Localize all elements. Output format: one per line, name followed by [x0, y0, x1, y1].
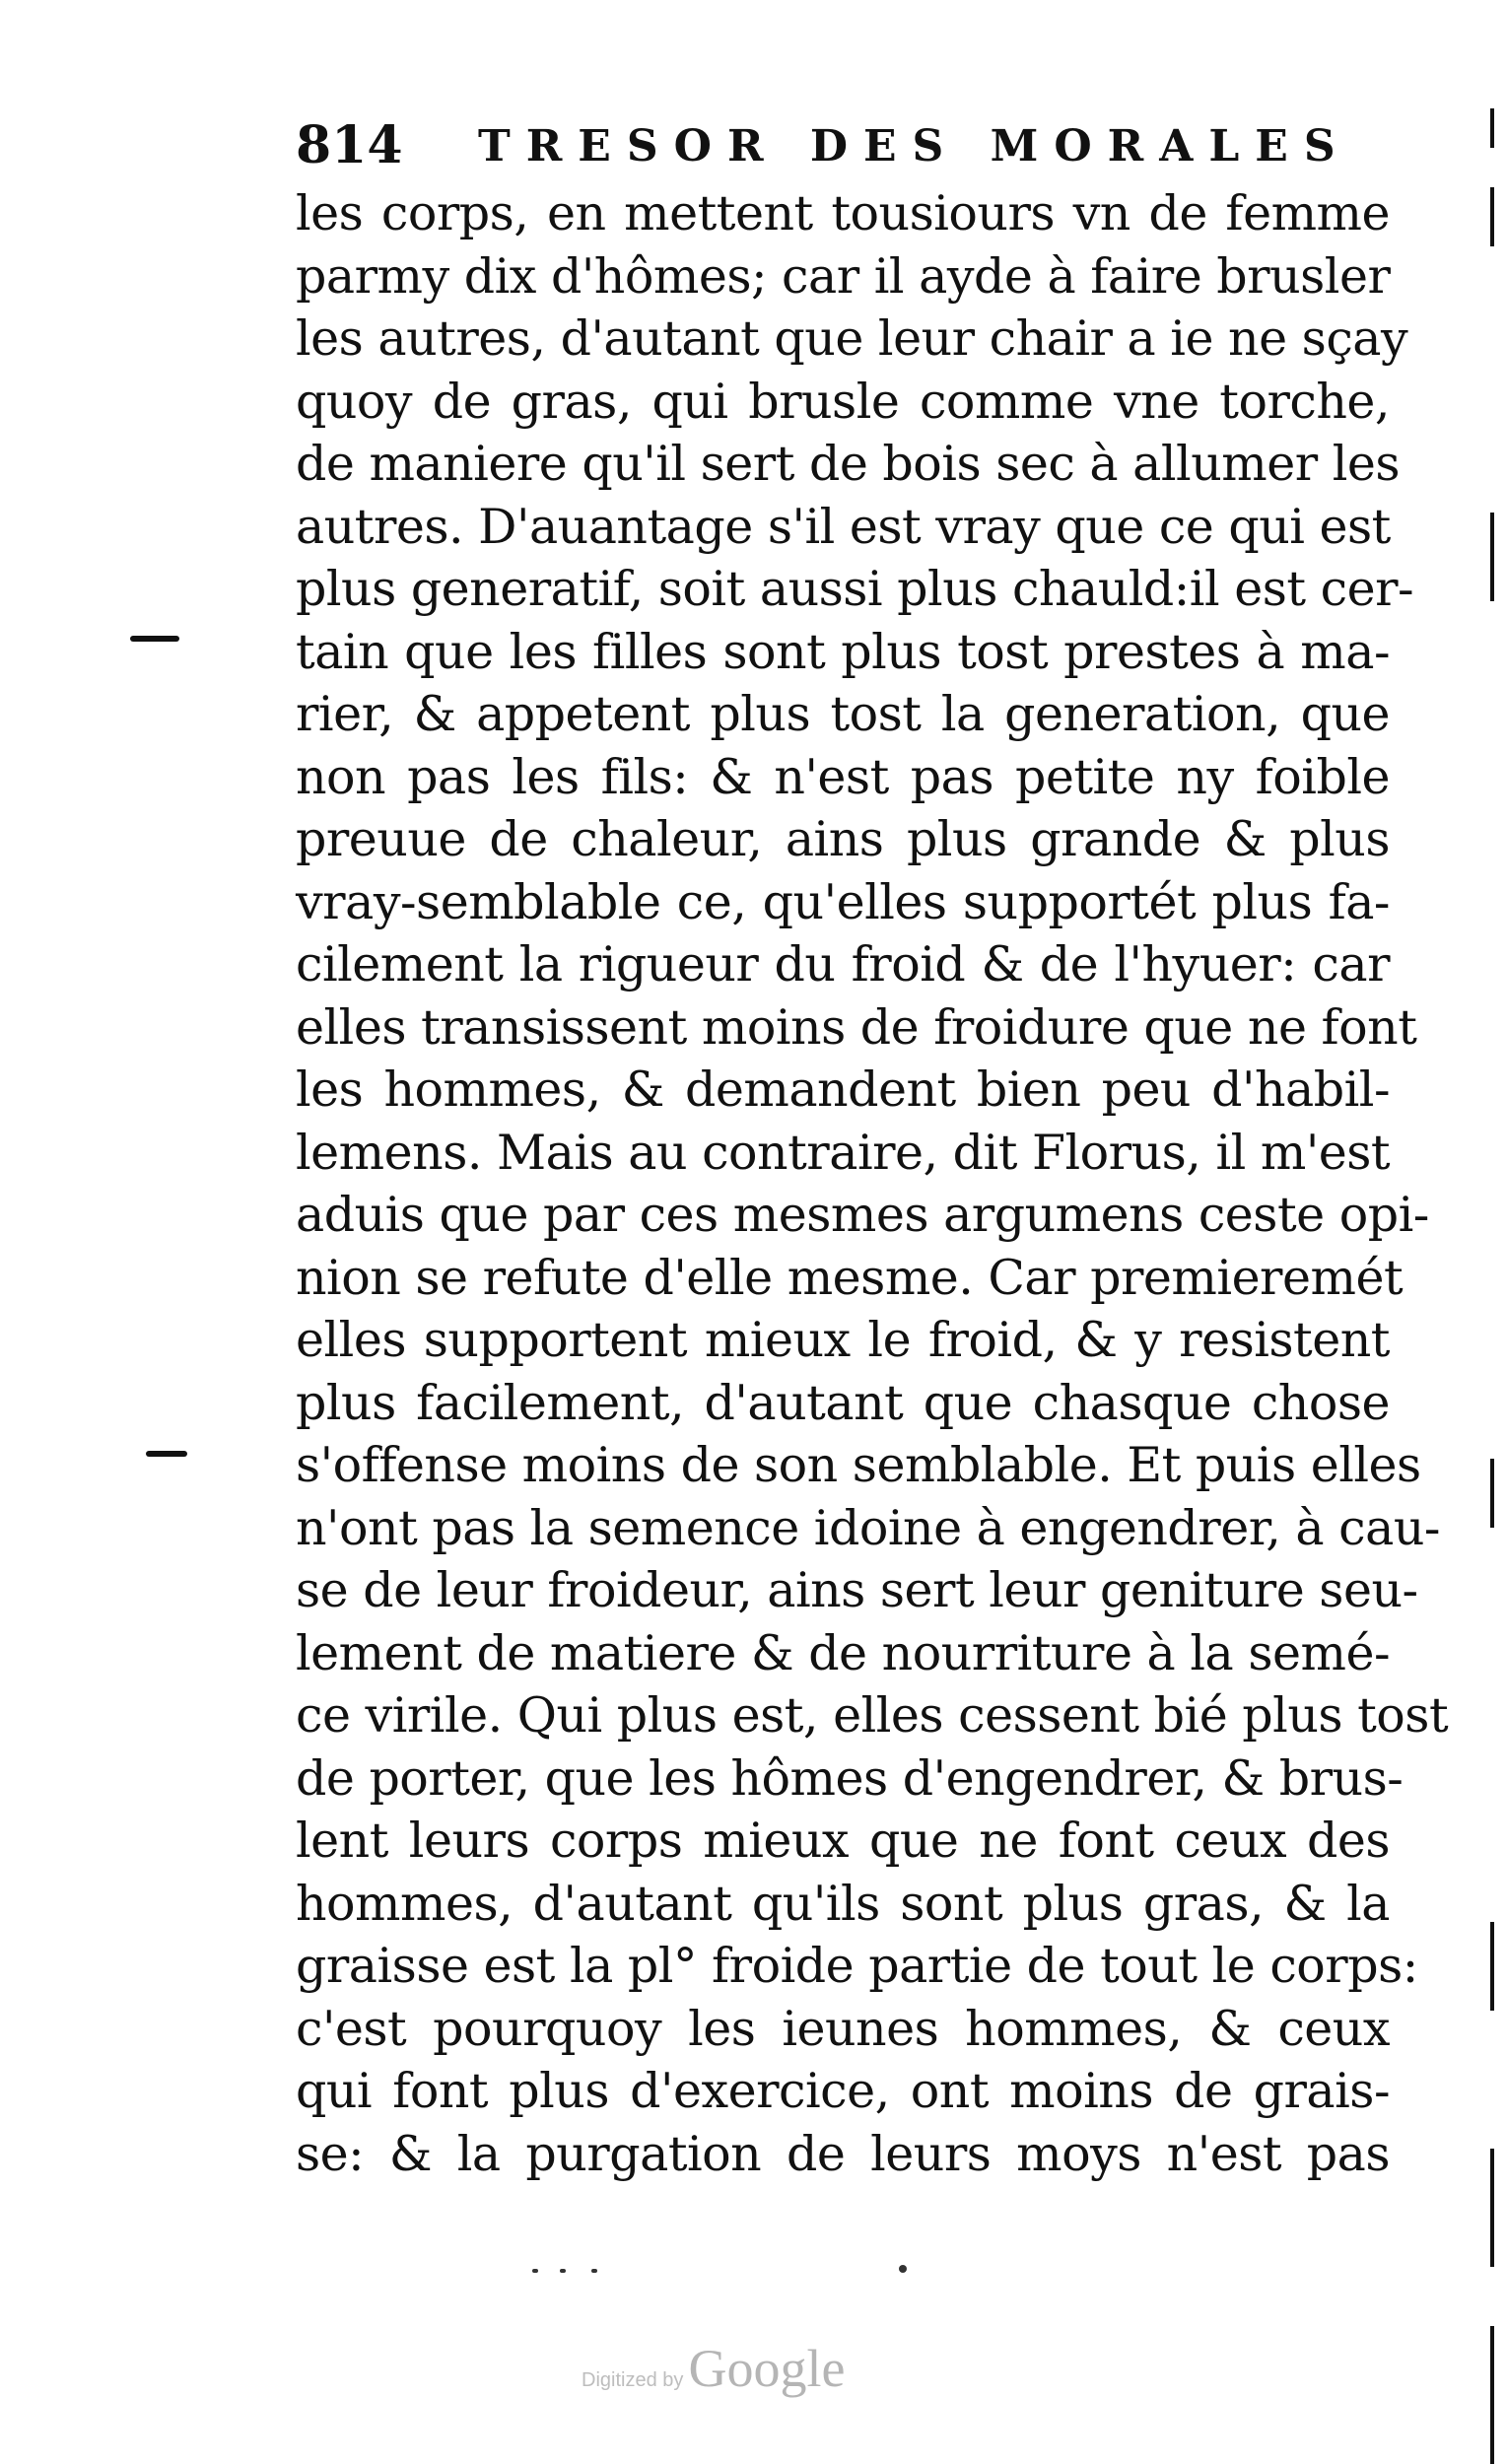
text-line: se: & la purgation de leurs moys n'est pas [296, 2125, 1390, 2182]
page-edge-mark [1490, 1459, 1494, 1528]
text-line: c'est pourquoy les ieunes hommes, & ceux [296, 2000, 1390, 2057]
text-line: cilement la rigueur du froid & de l'hyuer: car [296, 936, 1390, 992]
margin-mark [130, 636, 179, 642]
text-line: lement de matiere & de nourriture à la semé- [296, 1624, 1390, 1681]
text-line: ce virile. Qui plus est, elles cessent bié plus tost [296, 1687, 1449, 1744]
text-line: rier, & appetent plus tost la generation, que [296, 686, 1390, 742]
text-line: de maniere qu'il sert de bois sec à allumer les [296, 436, 1401, 492]
text-line: se de leur froideur, ains sert leur geniture seu- [296, 1562, 1418, 1618]
google-logo: Google [688, 2339, 846, 2398]
text-line: parmy dix d'hômes; car il ayde à faire brusler [296, 247, 1391, 305]
text-line: les hommes, & demandent bien peu d'habil- [296, 1061, 1390, 1118]
text-line: les autres, d'autant que leur chair a ie ne sçay [296, 310, 1408, 367]
text-line: tain que les filles sont plus tost prestes à ma- [296, 623, 1390, 680]
page-edge-mark [1490, 1922, 1494, 2011]
text-line: plus generatif, soit aussi plus chauld:il est cer- [296, 561, 1414, 617]
ink-speck [560, 2269, 566, 2273]
text-line: autres. D'auantage s'il est vray que ce qui est [296, 498, 1391, 555]
text-line: les corps, en mettent tousiours vn de femme [296, 185, 1390, 241]
text-line: vray-semblable ce, qu'elles supportét plus fa- [296, 873, 1390, 930]
text-line: graisse est la pl° froide partie de tout le corps: [296, 1938, 1418, 1994]
digitized-watermark [582, 2338, 845, 2397]
page-edge-mark [1490, 2149, 1494, 2267]
text-line: elles supportent mieux le froid, & y resistent [296, 1312, 1390, 1368]
text-line: qui font plus d'exercice, ont moins de grais- [296, 2063, 1390, 2119]
text-line: aduis que par ces mesmes argumens ceste opi- [296, 1187, 1429, 1243]
text-line: quoy de gras, qui brusle comme vne torche, [296, 373, 1390, 430]
text-line: hommes, d'autant qu'ils sont plus gras, & la [296, 1875, 1390, 1932]
running-head: TRESOR DES MORALES [478, 121, 1351, 171]
ink-specks [532, 2265, 926, 2281]
ink-speck [899, 2265, 907, 2273]
text-line: nion se refute d'elle mesme. Car premieremét [296, 1249, 1404, 1306]
ink-speck [532, 2269, 538, 2273]
text-line: s'offense moins de son semblable. Et puis elles [296, 1437, 1421, 1493]
text-line: lent leurs corps mieux que ne font ceux des [296, 1813, 1390, 1869]
text-line: de porter, que les hômes d'engendrer, & brus- [296, 1749, 1404, 1807]
page-edge-mark [1490, 2326, 1494, 2464]
watermark-prefix: Digitized by [582, 2369, 684, 2391]
page-edge-mark [1490, 187, 1494, 246]
text-line: plus facilement, d'autant que chasque chose [296, 1374, 1390, 1431]
body-text [296, 182, 1449, 2185]
margin-mark [146, 1451, 187, 1457]
text-line: elles transissent moins de froidure que ne font [296, 998, 1417, 1056]
ink-speck [591, 2269, 597, 2273]
page-edge-mark [1490, 108, 1494, 148]
text-line: non pas les fils: & n'est pas petite ny foible [296, 748, 1390, 805]
text-line: preuue de chaleur, ains plus grande & plus [296, 811, 1390, 867]
page-number: 814 [296, 115, 403, 175]
text-line: n'ont pas la semence idoine à engendrer, à cau- [296, 1499, 1440, 1556]
page-edge-mark [1490, 513, 1494, 601]
page-header [296, 116, 1390, 175]
text-line: lemens. Mais au contraire, dit Florus, il m'est [296, 1124, 1391, 1181]
